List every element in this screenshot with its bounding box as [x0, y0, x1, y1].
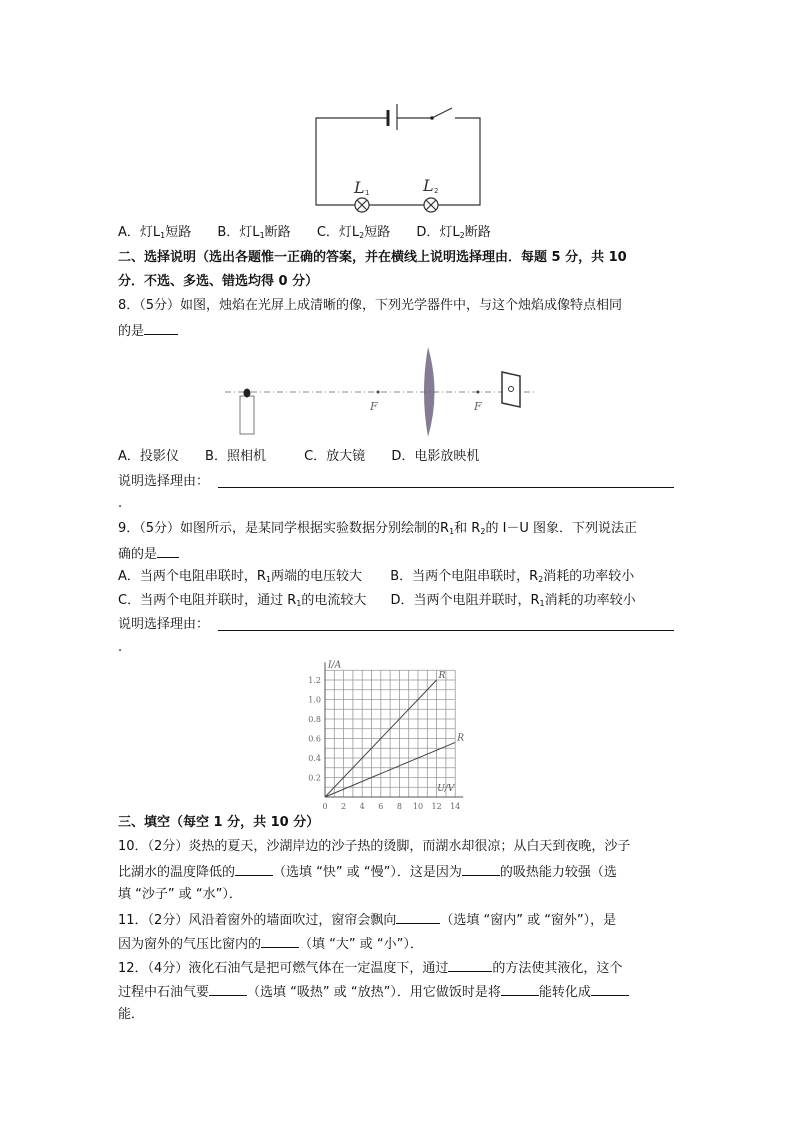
y-tick-label: 1.0	[308, 695, 321, 705]
answer-blank[interactable]	[157, 545, 179, 558]
answer-blank[interactable]	[261, 935, 299, 948]
x-tick-label: 8	[396, 802, 402, 810]
screen-icon	[502, 372, 520, 407]
option-b: B．照相机	[205, 449, 266, 464]
y-tick-label: 0.4	[308, 754, 321, 763]
q8-reason-line[interactable]	[218, 487, 674, 488]
x-axis-label: U/V	[437, 784, 455, 794]
flame-icon	[244, 389, 251, 398]
svg-text:2: 2	[434, 187, 439, 195]
q10-stem: 10．（2分）炎热的夏天，沙湖岸边的沙子热的烫脚，而湖水却很凉；从白天到夜晚，沙子	[118, 839, 631, 854]
iu-graph	[295, 660, 475, 810]
q9-reason-line[interactable]	[218, 630, 674, 631]
lamp1-label: L	[354, 178, 365, 197]
x-tick-label: 0	[322, 802, 328, 810]
svg-text:F: F	[370, 400, 378, 413]
answer-blank[interactable]	[462, 863, 500, 876]
x-tick-label: 10	[412, 802, 424, 810]
x-tick-label: 2	[341, 802, 347, 810]
svg-text:1: 1	[365, 189, 370, 197]
q9-stem-cont: 确的是	[118, 545, 179, 563]
answer-blank[interactable]	[448, 959, 492, 972]
q8-options	[118, 449, 479, 465]
y-tick-label: 0.6	[308, 734, 321, 744]
option-a: A．灯$L_1$短路	[118, 225, 192, 240]
q8-stem-cont: 的是	[118, 322, 178, 340]
x-tick-label: 12	[431, 802, 442, 810]
answer-blank[interactable]	[235, 863, 273, 876]
y-tick-label: 0.8	[308, 715, 321, 724]
section2-heading: 二、选择说明（选出各题惟一正确的答案，并在横线上说明选择理由．每题 5 分，共 10	[118, 250, 627, 265]
lens-diagram	[220, 340, 540, 440]
x-tick-label: 14	[450, 802, 461, 810]
option-c: C．放大镜	[304, 449, 366, 464]
option-b: B．当两个电阻串联时，$R_2$消耗的功率较小	[390, 569, 635, 584]
series-label-R2: R	[457, 733, 464, 744]
q9-reason-label: 说明选择理由：	[118, 617, 210, 632]
convex-lens-icon	[424, 347, 435, 437]
y-tick-label: 0.2	[308, 773, 321, 783]
option-a: A．当两个电阻串联时，$R_1$两端的电压较大	[118, 569, 363, 584]
option-c: C．灯$L_2$短路	[316, 225, 391, 240]
option-d: D．灯$L_2$断路	[416, 225, 491, 240]
answer-blank[interactable]	[591, 983, 629, 996]
q9-stem: 9．（5分）如图所示，是某同学根据实验数据分别绘制的$R_1$和 $R_2$的 I－U 图象．下列说法正	[118, 521, 638, 536]
answer-blank[interactable]	[209, 983, 247, 996]
answer-blank[interactable]	[501, 983, 539, 996]
y-tick-label: 1.2	[308, 676, 321, 685]
x-tick-label: 6	[378, 802, 384, 810]
series-label-R1: R	[438, 671, 446, 681]
x-tick-label: 4	[359, 802, 365, 810]
y-axis-label: I/A	[328, 660, 342, 671]
answer-blank[interactable]	[144, 322, 178, 335]
q7-options	[118, 225, 491, 244]
q8-reason-label: 说明选择理由：	[118, 474, 210, 489]
option-a: A．投影仪	[118, 449, 179, 464]
answer-blank[interactable]	[396, 911, 440, 924]
option-c: C．当两个电阻并联时，通过 $R_1$的电流较大	[118, 593, 367, 608]
option-d: D．电影放映机	[391, 449, 480, 464]
section2-heading-cont: 分．不选、多选、错选均得 0 分）	[118, 274, 319, 289]
option-b: B．灯$L_1$断路	[217, 225, 291, 240]
svg-text:F: F	[474, 400, 482, 413]
section3-heading: 三、填空（每空 1 分，共 10 分）	[118, 815, 320, 830]
candle-icon	[240, 396, 254, 434]
lamp2-label: L	[423, 176, 434, 195]
option-d: D．当两个电阻并联时，$R_1$消耗的功率较小	[390, 593, 636, 608]
circuit-diagram	[300, 95, 500, 220]
q8-stem: 8．（5分）如图，烛焰在光屏上成清晰的像，下列光学器件中，与这个烛焰成像特点相同	[118, 298, 623, 313]
